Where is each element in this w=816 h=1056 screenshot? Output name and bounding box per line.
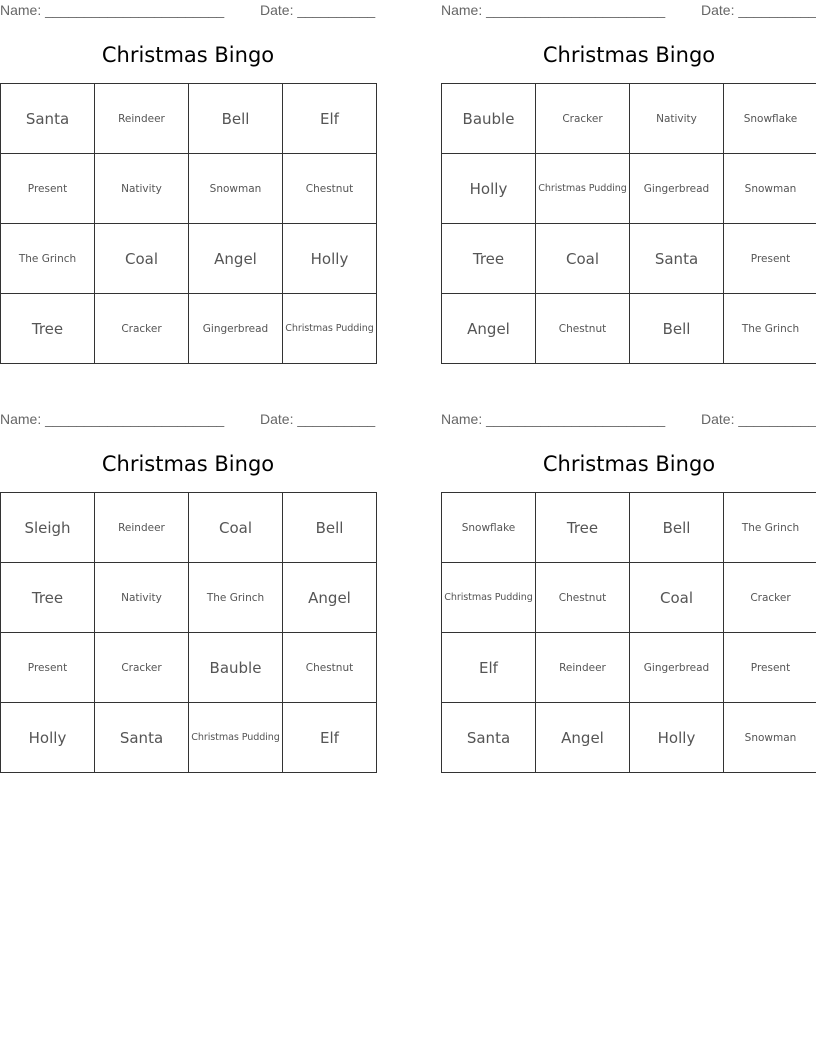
bingo-cell: Holly (442, 154, 536, 224)
bingo-cell: Christmas Pudding (536, 154, 630, 224)
card-title: Christmas Bingo (101, 452, 275, 476)
bingo-cell: Chestnut (536, 294, 630, 364)
bingo-cell: Tree (536, 493, 630, 563)
bingo-cell: Coal (189, 493, 283, 563)
bingo-cell: Present (724, 224, 816, 294)
date-line: Date: __________ (260, 411, 376, 427)
bingo-cell: Snowman (724, 703, 816, 773)
grid-row (442, 84, 816, 154)
bingo-cell: Sleigh (1, 493, 95, 563)
bingo-cell: Elf (442, 633, 536, 703)
bingo-cell: Santa (1, 84, 95, 154)
bingo-cell: The Grinch (724, 493, 816, 563)
bingo-cell: Angel (189, 224, 283, 294)
grid-row (1, 224, 377, 294)
bingo-cell: Coal (536, 224, 630, 294)
bingo-cell: Reindeer (95, 493, 189, 563)
grid-row (1, 84, 377, 154)
bingo-cell: The Grinch (189, 563, 283, 633)
bingo-cell: Angel (536, 703, 630, 773)
card-title: Christmas Bingo (542, 43, 716, 67)
grid-row (442, 154, 816, 224)
bingo-cell: Bauble (189, 633, 283, 703)
grid-row (442, 294, 816, 364)
bingo-cell: Reindeer (95, 84, 189, 154)
bingo-cell: Tree (442, 224, 536, 294)
bingo-cell: Bell (630, 294, 724, 364)
grid-row (1, 493, 377, 563)
bingo-cell: Bell (283, 493, 377, 563)
bingo-cell: Cracker (95, 633, 189, 703)
bingo-grid (0, 492, 377, 773)
bingo-card-4 (441, 409, 816, 781)
bingo-cell: Gingerbread (189, 294, 283, 364)
bingo-cell: Elf (283, 84, 377, 154)
name-line: Name: _______________________ (0, 2, 225, 18)
bingo-grid (0, 83, 377, 364)
bingo-cell: Christmas Pudding (283, 294, 377, 364)
bingo-cell: Present (724, 633, 816, 703)
bingo-cell: Cracker (95, 294, 189, 364)
bingo-card-3 (0, 409, 376, 781)
grid-row (442, 563, 816, 633)
grid-row (442, 224, 816, 294)
bingo-cell: Chestnut (283, 633, 377, 703)
bingo-cell: Snowflake (724, 84, 816, 154)
card-title: Christmas Bingo (101, 43, 275, 67)
card-title: Christmas Bingo (542, 452, 716, 476)
bingo-cell: Coal (630, 563, 724, 633)
bingo-cell: Christmas Pudding (189, 703, 283, 773)
bingo-cell: Coal (95, 224, 189, 294)
bingo-cell: Nativity (95, 563, 189, 633)
grid-row (442, 703, 816, 773)
bingo-cell: Angel (442, 294, 536, 364)
bingo-cell: Tree (1, 294, 95, 364)
bingo-grid (441, 83, 816, 364)
date-line: Date: __________ (701, 2, 816, 18)
grid-row (1, 703, 377, 773)
bingo-cell: Nativity (95, 154, 189, 224)
bingo-cell: Gingerbread (630, 633, 724, 703)
bingo-cell: The Grinch (724, 294, 816, 364)
bingo-cell: Tree (1, 563, 95, 633)
bingo-cell: Nativity (630, 84, 724, 154)
name-line: Name: _______________________ (441, 411, 666, 427)
bingo-card-1 (0, 0, 376, 372)
name-line: Name: _______________________ (441, 2, 666, 18)
bingo-cell: Holly (1, 703, 95, 773)
date-line: Date: __________ (701, 411, 816, 427)
date-line: Date: __________ (260, 2, 376, 18)
bingo-cell: Cracker (724, 563, 816, 633)
bingo-cell: Christmas Pudding (442, 563, 536, 633)
bingo-cell: Present (1, 633, 95, 703)
grid-row (1, 563, 377, 633)
bingo-cell: Cracker (536, 84, 630, 154)
bingo-cell: Chestnut (283, 154, 377, 224)
grid-row (1, 154, 377, 224)
bingo-cell: Angel (283, 563, 377, 633)
bingo-cell: Santa (95, 703, 189, 773)
bingo-cell: Snowflake (442, 493, 536, 563)
bingo-cell: Bell (630, 493, 724, 563)
bingo-cell: Reindeer (536, 633, 630, 703)
bingo-cell: Holly (283, 224, 377, 294)
bingo-cell: Elf (283, 703, 377, 773)
bingo-cell: Bauble (442, 84, 536, 154)
bingo-cell: Holly (630, 703, 724, 773)
bingo-cell: Snowman (189, 154, 283, 224)
bingo-grid (441, 492, 816, 773)
bingo-cell: Bell (189, 84, 283, 154)
bingo-cell: Gingerbread (630, 154, 724, 224)
name-line: Name: _______________________ (0, 411, 225, 427)
grid-row (442, 633, 816, 703)
bingo-cell: Santa (630, 224, 724, 294)
grid-row (1, 294, 377, 364)
bingo-cell: Chestnut (536, 563, 630, 633)
bingo-card-2 (441, 0, 816, 372)
bingo-cell: Snowman (724, 154, 816, 224)
bingo-cell: The Grinch (1, 224, 95, 294)
bingo-cell: Santa (442, 703, 536, 773)
grid-row (442, 493, 816, 563)
grid-row (1, 633, 377, 703)
bingo-cell: Present (1, 154, 95, 224)
